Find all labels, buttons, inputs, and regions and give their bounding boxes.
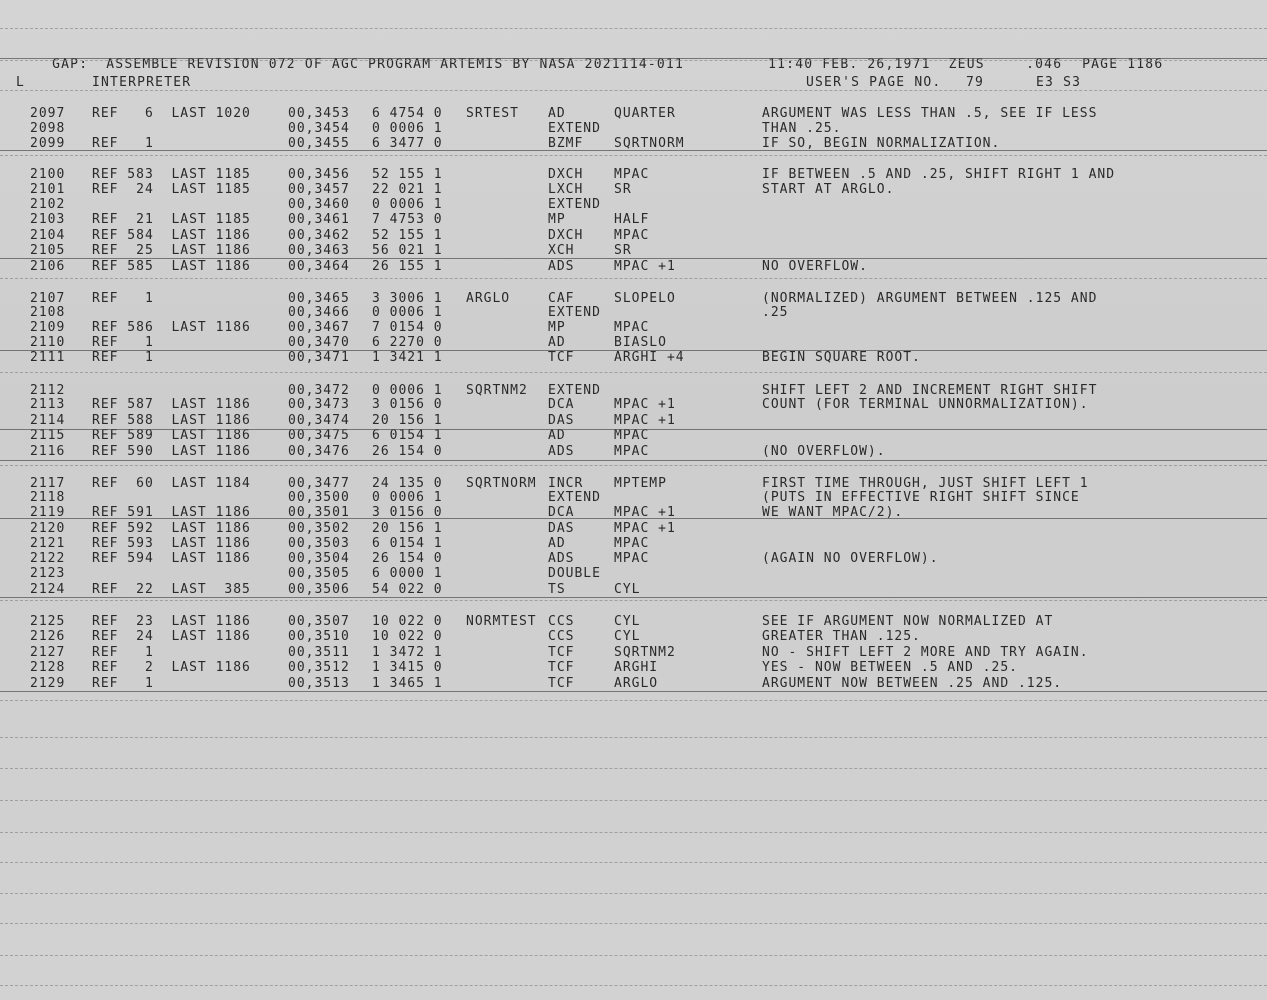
operand: MPAC +1 [614,505,676,520]
line-number: 2101 [30,182,66,197]
listing-row [0,243,1267,258]
listing-row [0,490,1267,505]
octal-word: 26 154 0 [372,551,443,566]
line-number: 2123 [30,566,66,581]
address: 00,3471 [288,350,350,365]
address: 00,3474 [288,413,350,428]
operand: MPAC [614,167,650,182]
comment: WE WANT MPAC/2). [762,505,904,520]
octal-word: 54 022 0 [372,582,443,597]
operand: BIASLO [614,335,667,350]
comment: ARGUMENT WAS LESS THAN .5, SEE IF LESS [762,106,1098,121]
octal-word: 7 4753 0 [372,212,443,227]
paper-rule [0,465,1267,466]
octal-word: 1 3415 0 [372,660,443,675]
listing-row [0,305,1267,320]
address: 00,3476 [288,444,350,459]
operand: SR [614,182,632,197]
page-code: E3 S3 [1036,75,1082,90]
octal-word: 52 155 1 [372,167,443,182]
address: 00,3477 [288,476,350,491]
opcode: ADS [548,551,575,566]
line-number: 2112 [30,383,66,398]
symbol-label: ARGLO [466,291,511,306]
opcode: DAS [548,413,575,428]
separator-line [0,518,1267,519]
octal-word: 26 154 0 [372,444,443,459]
line-number: 2100 [30,167,66,182]
listing-row [0,413,1267,428]
address: 00,3461 [288,212,350,227]
listing-row [0,182,1267,197]
separator-line [0,150,1267,151]
separator-line [0,58,1267,59]
section-title: INTERPRETER [92,75,192,90]
cross-reference: REF 22 LAST 385 [92,582,251,597]
address: 00,3455 [288,136,350,151]
comment: .25 [762,305,789,320]
listing-row [0,476,1267,491]
address: 00,3453 [288,106,350,121]
opcode: ADS [548,444,575,459]
line-number: 2116 [30,444,66,459]
paper-rule [0,862,1267,863]
opcode: TCF [548,350,575,365]
comment: SHIFT LEFT 2 AND INCREMENT RIGHT SHIFT [762,383,1098,398]
octal-word: 6 0000 1 [372,566,443,581]
address: 00,3513 [288,676,350,691]
opcode: EXTEND [548,197,601,212]
octal-word: 3 0156 0 [372,397,443,412]
listing-row [0,660,1267,675]
octal-word: 22 021 1 [372,182,443,197]
operand: MPAC +1 [614,521,676,536]
comment: SEE IF ARGUMENT NOW NORMALIZED AT [762,614,1054,629]
line-number: 2114 [30,413,66,428]
operand: CYL [614,582,641,597]
listing-row [0,383,1267,398]
header-time: 11:40 FEB. 26,1971 ZEUS [768,57,985,72]
header-id: .046 [1026,57,1063,72]
cross-reference: REF 1 [92,291,154,306]
line-number: 2120 [30,521,66,536]
opcode: DCA [548,397,575,412]
line-number: 2122 [30,551,66,566]
comment: (NO OVERFLOW). [762,444,886,459]
line-number: 2105 [30,243,66,258]
separator-line [0,691,1267,692]
operand: MPAC [614,228,650,243]
comment: THAN .25. [762,121,842,136]
operand: MPAC [614,536,650,551]
opcode: BZMF [548,136,584,151]
address: 00,3460 [288,197,350,212]
cross-reference: REF 585 LAST 1186 [92,259,251,274]
operand: QUARTER [614,106,676,121]
listing-row [0,645,1267,660]
operand: MPAC [614,320,650,335]
line-number: 2110 [30,335,66,350]
octal-word: 24 135 0 [372,476,443,491]
octal-word: 20 156 1 [372,413,443,428]
opcode: CAF [548,291,575,306]
listing-row [0,521,1267,536]
address: 00,3507 [288,614,350,629]
opcode: AD [548,536,566,551]
octal-word: 6 0154 1 [372,536,443,551]
octal-word: 56 021 1 [372,243,443,258]
paper-rule [0,90,1267,91]
opcode: TS [548,582,566,597]
comment: ARGUMENT NOW BETWEEN .25 AND .125. [762,676,1063,691]
comment: (AGAIN NO OVERFLOW). [762,551,939,566]
opcode: AD [548,428,566,443]
paper-rule [0,372,1267,373]
operand: ARGLO [614,676,659,691]
paper-rule [0,955,1267,956]
comment: COUNT (FOR TERMINAL UNNORMALIZATION). [762,397,1089,412]
comment: NO - SHIFT LEFT 2 MORE AND TRY AGAIN. [762,645,1089,660]
opcode: EXTEND [548,490,601,505]
operand: MPTEMP [614,476,667,491]
address: 00,3502 [288,521,350,536]
opcode: MP [548,212,566,227]
line-number: 2111 [30,350,66,365]
listing-row [0,106,1267,121]
comment: IF BETWEEN .5 AND .25, SHIFT RIGHT 1 AND [762,167,1116,182]
address: 00,3472 [288,383,350,398]
address: 00,3462 [288,228,350,243]
cross-reference: REF 590 LAST 1186 [92,444,251,459]
cross-reference: REF 589 LAST 1186 [92,428,251,443]
listing-row [0,551,1267,566]
listing-row [0,197,1267,212]
line-number: 2097 [30,106,66,121]
line-number: 2113 [30,397,66,412]
symbol-label: SQRTNORM [466,476,537,491]
listing-row [0,614,1267,629]
octal-word: 1 3472 1 [372,645,443,660]
octal-word: 26 155 1 [372,259,443,274]
address: 00,3503 [288,536,350,551]
header-page: PAGE 1186 [1082,57,1164,72]
cross-reference: REF 1 [92,676,154,691]
address: 00,3457 [288,182,350,197]
opcode: EXTEND [548,383,601,398]
octal-word: 7 0154 0 [372,320,443,335]
operand: MPAC [614,551,650,566]
comment: GREATER THAN .125. [762,629,921,644]
listing-row [0,320,1267,335]
listing-row [0,566,1267,581]
operand: MPAC +1 [614,259,676,274]
octal-word: 6 4754 0 [372,106,443,121]
comment: NO OVERFLOW. [762,259,868,274]
octal-word: 1 3421 1 [372,350,443,365]
listing-row [0,582,1267,597]
cross-reference: REF 594 LAST 1186 [92,551,251,566]
operand: MPAC +1 [614,397,676,412]
cross-reference: REF 586 LAST 1186 [92,320,251,335]
operand: MPAC [614,428,650,443]
address: 00,3464 [288,259,350,274]
comment: IF SO, BEGIN NORMALIZATION. [762,136,1001,151]
listing-row [0,350,1267,365]
opcode: XCH [548,243,575,258]
paper-rule [0,985,1267,986]
listing-row [0,444,1267,459]
comment: START AT ARGLO. [762,182,895,197]
paper-rule [0,278,1267,279]
cross-reference: REF 21 LAST 1185 [92,212,251,227]
symbol-label: NORMTEST [466,614,537,629]
cross-reference: REF 584 LAST 1186 [92,228,251,243]
paper-rule [0,800,1267,801]
cross-reference: REF 24 LAST 1185 [92,182,251,197]
listing-row [0,428,1267,443]
octal-word: 52 155 1 [372,228,443,243]
listing-row [0,676,1267,691]
separator-line [0,350,1267,351]
opcode: EXTEND [548,305,601,320]
cross-reference: REF 6 LAST 1020 [92,106,251,121]
operand: SR [614,243,632,258]
listing-row [0,536,1267,551]
listing-row [0,291,1267,306]
paper-rule [0,700,1267,701]
line-number: 2127 [30,645,66,660]
address: 00,3500 [288,490,350,505]
line-number: 2106 [30,259,66,274]
cross-reference: REF 593 LAST 1186 [92,536,251,551]
octal-word: 20 156 1 [372,521,443,536]
operand: ARGHI [614,660,659,675]
paper-rule [0,768,1267,769]
line-number: 2119 [30,505,66,520]
opcode: AD [548,106,566,121]
octal-word: 1 3465 1 [372,676,443,691]
comment: (PUTS IN EFFECTIVE RIGHT SHIFT SINCE [762,490,1080,505]
cross-reference: REF 1 [92,350,154,365]
symbol-label: SQRTNM2 [466,383,528,398]
paper-rule [0,893,1267,894]
line-number: 2107 [30,291,66,306]
address: 00,3465 [288,291,350,306]
line-number: 2109 [30,320,66,335]
octal-word: 0 0006 1 [372,121,443,136]
listing-row [0,397,1267,412]
cross-reference: REF 2 LAST 1186 [92,660,251,675]
cross-reference: REF 588 LAST 1186 [92,413,251,428]
address: 00,3473 [288,397,350,412]
opcode: INCR [548,476,584,491]
line-number: 2117 [30,476,66,491]
line-number: 2118 [30,490,66,505]
octal-word: 6 0154 1 [372,428,443,443]
symbol-label: SRTEST [466,106,519,121]
cross-reference: REF 587 LAST 1186 [92,397,251,412]
address: 00,3467 [288,320,350,335]
opcode: MP [548,320,566,335]
address: 00,3504 [288,551,350,566]
listing-row [0,167,1267,182]
octal-word: 0 0006 1 [372,383,443,398]
cross-reference: REF 1 [92,335,154,350]
address: 00,3501 [288,505,350,520]
listing-row [0,259,1267,274]
octal-word: 6 2270 0 [372,335,443,350]
cross-reference: REF 24 LAST 1186 [92,629,251,644]
opcode: DCA [548,505,575,520]
address: 00,3456 [288,167,350,182]
line-number: 2103 [30,212,66,227]
opcode: AD [548,335,566,350]
address: 00,3505 [288,566,350,581]
paper-rule [0,832,1267,833]
left-marker: L [16,75,26,90]
address: 00,3510 [288,629,350,644]
comment: FIRST TIME THROUGH, JUST SHIFT LEFT 1 [762,476,1089,491]
address: 00,3454 [288,121,350,136]
listing-row [0,136,1267,151]
operand: MPAC +1 [614,413,676,428]
octal-word: 3 0156 0 [372,505,443,520]
opcode: CCS [548,614,575,629]
address: 00,3470 [288,335,350,350]
cross-reference: REF 1 [92,645,154,660]
paper-rule [0,737,1267,738]
opcode: LXCH [548,182,584,197]
operand: SQRTNM2 [614,645,676,660]
listing-row [0,212,1267,227]
address: 00,3463 [288,243,350,258]
line-number: 2115 [30,428,66,443]
comment: BEGIN SQUARE ROOT. [762,350,921,365]
listing-row [0,228,1267,243]
opcode: DAS [548,521,575,536]
separator-line [0,429,1267,430]
octal-word: 0 0006 1 [372,490,443,505]
listing-row [0,121,1267,136]
cross-reference: REF 583 LAST 1185 [92,167,251,182]
operand: CYL [614,629,641,644]
octal-word: 0 0006 1 [372,197,443,212]
operand: SLOPELO [614,291,676,306]
listing-row [0,629,1267,644]
address: 00,3512 [288,660,350,675]
line-number: 2104 [30,228,66,243]
opcode: DOUBLE [548,566,601,581]
opcode: ADS [548,259,575,274]
paper-rule [0,155,1267,156]
octal-word: 3 3006 1 [372,291,443,306]
line-number: 2098 [30,121,66,136]
operand: SQRTNORM [614,136,685,151]
line-number: 2099 [30,136,66,151]
listing-row [0,335,1267,350]
opcode: EXTEND [548,121,601,136]
separator-line [0,258,1267,259]
address: 00,3511 [288,645,350,660]
operand: CYL [614,614,641,629]
octal-word: 10 022 0 [372,614,443,629]
paper-rule [0,60,1267,61]
line-number: 2128 [30,660,66,675]
header-title: GAP: ASSEMBLE REVISION 072 OF AGC PROGRAM ARTEMIS BY NASA 2021114-011 [52,57,684,72]
operand: MPAC [614,444,650,459]
cross-reference: REF 591 LAST 1186 [92,505,251,520]
opcode: TCF [548,676,575,691]
address: 00,3475 [288,428,350,443]
address: 00,3466 [288,305,350,320]
cross-reference: REF 592 LAST 1186 [92,521,251,536]
users-page-label: USER'S PAGE NO. [806,75,942,90]
line-number: 2108 [30,305,66,320]
comment: YES - NOW BETWEEN .5 AND .25. [762,660,1018,675]
comment: (NORMALIZED) ARGUMENT BETWEEN .125 AND [762,291,1098,306]
octal-word: 10 022 0 [372,629,443,644]
line-number: 2129 [30,676,66,691]
paper-rule [0,28,1267,29]
cross-reference: REF 23 LAST 1186 [92,614,251,629]
separator-line [0,460,1267,461]
cross-reference: REF 1 [92,136,154,151]
opcode: CCS [548,629,575,644]
separator-line [0,597,1267,598]
opcode: DXCH [548,167,584,182]
line-number: 2102 [30,197,66,212]
opcode: TCF [548,660,575,675]
operand: HALF [614,212,650,227]
opcode: DXCH [548,228,584,243]
octal-word: 0 0006 1 [372,305,443,320]
line-number: 2124 [30,582,66,597]
octal-word: 6 3477 0 [372,136,443,151]
operand: ARGHI +4 [614,350,685,365]
users-page-number: 79 [966,75,985,90]
paper-rule [0,923,1267,924]
address: 00,3506 [288,582,350,597]
cross-reference: REF 25 LAST 1186 [92,243,251,258]
line-number: 2125 [30,614,66,629]
paper-rule [0,600,1267,601]
opcode: TCF [548,645,575,660]
cross-reference: REF 60 LAST 1184 [92,476,251,491]
line-number: 2121 [30,536,66,551]
line-number: 2126 [30,629,66,644]
